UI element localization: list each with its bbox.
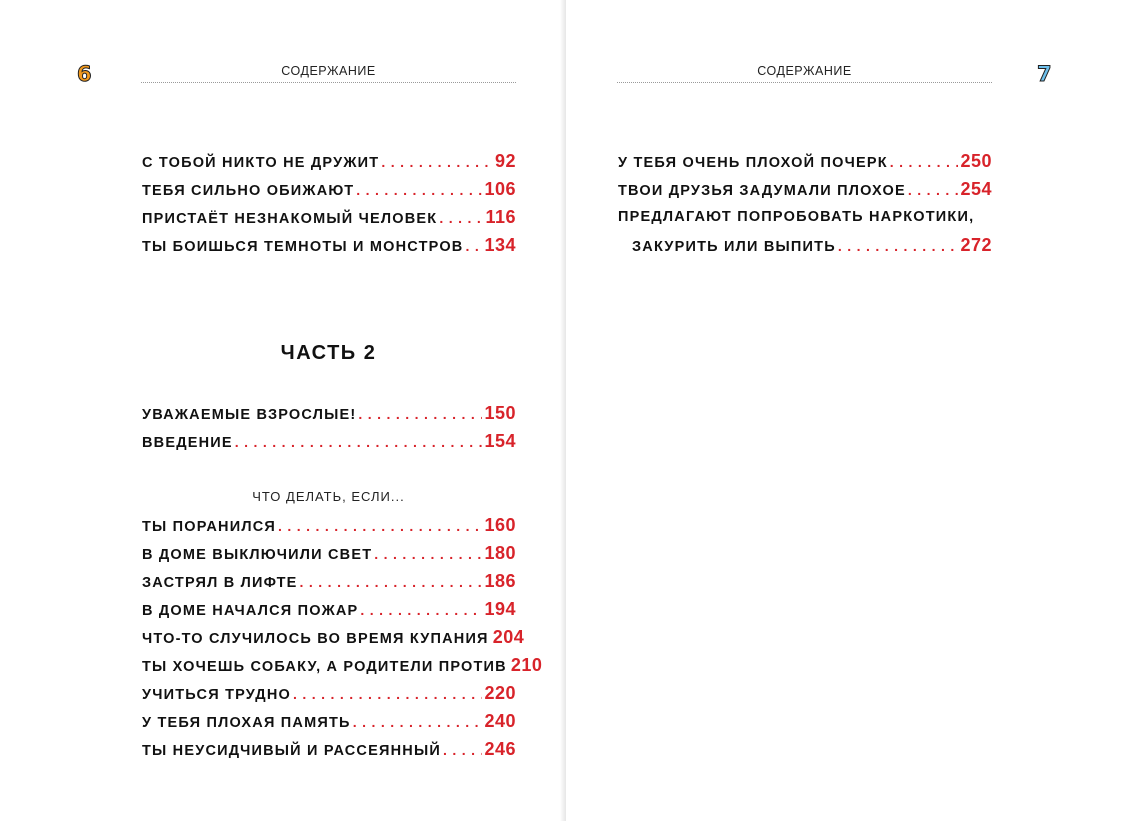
dot-leader (465, 235, 482, 257)
toc-entry[interactable] (142, 710, 516, 732)
toc-entry-page: 240 (484, 711, 516, 731)
toc-entry-page: 186 (484, 571, 516, 591)
toc-entry-page: 160 (484, 515, 516, 535)
dot-leader (358, 403, 482, 425)
toc-entry-title: ВВЕДЕНИЕ (142, 435, 233, 451)
toc-entry-title: У ТЕБЯ ОЧЕНЬ ПЛОХОЙ ПОЧЕРК (618, 155, 888, 171)
toc-entry-page: 220 (484, 683, 516, 703)
running-head-right: СОДЕРЖАНИЕ (617, 62, 992, 83)
toc-entry-page: 106 (484, 179, 516, 199)
dot-leader (374, 543, 482, 565)
dot-leader (278, 515, 482, 537)
dot-leader (293, 683, 482, 705)
dot-leader (300, 571, 483, 593)
toc-entry-title: ТЫ ПОРАНИЛСЯ (142, 519, 277, 535)
toc-entry[interactable] (142, 542, 516, 564)
toc-entry[interactable] (142, 178, 516, 200)
toc-entry[interactable] (632, 234, 992, 256)
toc-entry[interactable] (142, 150, 516, 172)
dot-leader (908, 179, 959, 201)
toc-entry[interactable] (618, 178, 992, 200)
toc-entry-title: ТЫ БОИШЬСЯ ТЕМНОТЫ И МОНСТРОВ (142, 239, 464, 255)
toc-entry-title: УВАЖАЕМЫЕ ВЗРОСЛЫЕ! (142, 407, 357, 423)
toc-entry-page: 250 (960, 151, 992, 171)
dot-leader (360, 599, 482, 621)
toc-entry-title: ТЫ ХОЧЕШЬ СОБАКУ, А РОДИТЕЛИ ПРОТИВ (142, 659, 507, 675)
toc-entry[interactable] (142, 682, 516, 704)
part-heading: ЧАСТЬ 2 (280, 342, 377, 364)
toc-entry-title: У ТЕБЯ ПЛОХАЯ ПАМЯТЬ (142, 715, 351, 731)
toc-entry-page: 246 (484, 739, 516, 759)
toc-entry-page: 134 (484, 235, 516, 255)
toc-entry-page: 194 (484, 599, 516, 619)
toc-entry-page: 150 (484, 403, 516, 423)
toc-entry[interactable] (142, 570, 516, 592)
toc-entry-title: С ТОБОЙ НИКТО НЕ ДРУЖИТ (142, 155, 380, 171)
toc-entry[interactable] (142, 402, 516, 424)
dot-leader (381, 151, 493, 173)
toc-entry-title: ТЫ НЕУСИДЧИВЫЙ И РАССЕЯННЫЙ (142, 743, 441, 759)
toc-entry[interactable] (142, 430, 516, 452)
dot-leader (235, 431, 483, 453)
toc-entry-page: 210 (510, 655, 543, 675)
toc-entry[interactable] (618, 150, 992, 172)
dot-leader (353, 711, 483, 733)
toc-entry[interactable] (142, 738, 516, 760)
toc-entry-page: 92 (494, 151, 516, 171)
toc-entry[interactable] (142, 626, 525, 648)
left-page (0, 0, 566, 821)
toc-entry-title: ЧТО-ТО СЛУЧИЛОСЬ ВО ВРЕМЯ КУПАНИЯ (142, 631, 489, 647)
toc-entry-page: 254 (960, 179, 992, 199)
toc-entry-title-line1[interactable]: ПРЕДЛАГАЮТ ПОПРОБОВАТЬ НАРКОТИКИ, (618, 209, 975, 225)
toc-entry-title: ПРИСТАЁТ НЕЗНАКОМЫЙ ЧЕЛОВЕК (142, 211, 438, 227)
dot-leader (443, 739, 482, 761)
toc-entry-page: 204 (492, 627, 525, 647)
toc-entry[interactable] (142, 234, 516, 256)
toc-entry-page: 180 (484, 543, 516, 563)
running-head-left: СОДЕРЖАНИЕ (141, 62, 516, 83)
toc-entry-page: 116 (485, 207, 516, 227)
right-page (566, 0, 1134, 821)
page-number-left: 6 (77, 62, 92, 86)
dot-leader (439, 207, 483, 229)
toc-entry[interactable] (142, 514, 516, 536)
dot-leader (890, 151, 959, 173)
section-heading: ЧТО ДЕЛАТЬ, ЕСЛИ... (252, 489, 405, 504)
toc-entry-page: 272 (960, 235, 992, 255)
page-number-right: 7 (1037, 62, 1052, 86)
dot-leader (356, 179, 482, 201)
toc-entry-title: В ДОМЕ НАЧАЛСЯ ПОЖАР (142, 603, 359, 619)
toc-entry-title: ТЕБЯ СИЛЬНО ОБИЖАЮТ (142, 183, 355, 199)
toc-entry-title-line2: ЗАКУРИТЬ ИЛИ ВЫПИТЬ (632, 239, 836, 255)
toc-entry-title: ТВОИ ДРУЗЬЯ ЗАДУМАЛИ ПЛОХОЕ (618, 183, 906, 199)
toc-entry[interactable] (142, 598, 516, 620)
toc-entry-title: ЗАСТРЯЛ В ЛИФТЕ (142, 575, 298, 591)
toc-entry[interactable] (142, 654, 543, 676)
toc-entry-page: 154 (484, 431, 516, 451)
dot-leader (838, 235, 959, 257)
toc-entry[interactable] (142, 206, 516, 228)
toc-entry-title: УЧИТЬСЯ ТРУДНО (142, 687, 291, 703)
toc-entry-title: В ДОМЕ ВЫКЛЮЧИЛИ СВЕТ (142, 547, 373, 563)
